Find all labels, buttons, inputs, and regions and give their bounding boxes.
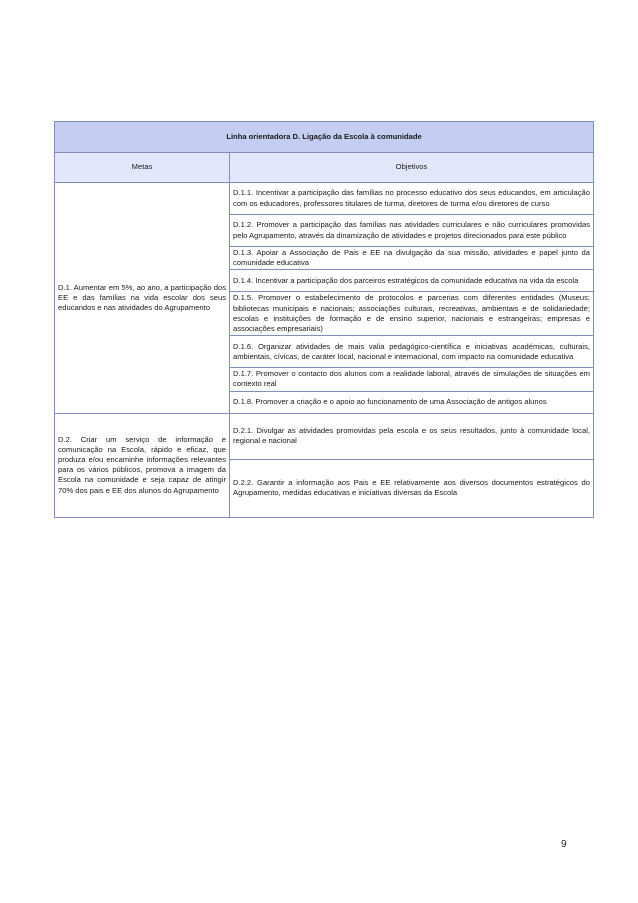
objective-cell: D.2.2. Garantir a informação aos Pais e EE relativamente aos diversos documentos estratégicos do Agrupamento, medidas educativas e iniciativas diversas da Escola (230, 459, 594, 517)
meta-cell: D.1. Aumentar em 5%, ao ano, a participação dos EE e das famílias na vida escolar dos seus educandos e nas atividades do Agrupamento (55, 183, 230, 414)
objective-cell: D.1.6. Organizar atividades de mais valia pedagógico-científica e iniciativas académicas, culturais, ambientais, cívicas, de caráter local, nacional e internacional, com impacto na comunidade educativa (230, 336, 594, 368)
header-objetivos: Objetivos (230, 153, 594, 183)
objective-cell: D.1.1. Incentivar a participação das famílias no processo educativo dos seus educandos, em articulação com os educadores, professores titulares de turma, diretores de turma e/ou diretores de curso (230, 183, 594, 215)
objective-cell: D.1.5. Promover o estabelecimento de protocolos e parcerias com diferentes entidades (Museus; bibliotecas municipais e nacionais; associações culturais, recreativas, ambientais e de solidariedade; escolas e instituições de formação e de ensino superior, nacionais e estrangeiras; empresas e associações empresariais) (230, 292, 594, 336)
guideline-table (54, 121, 594, 518)
page-number: 9 (561, 839, 567, 850)
objective-cell: D.1.8. Promover a criação e o apoio ao funcionamento de uma Associação de antigos alunos (230, 391, 594, 413)
objective-cell: D.1.4. Incentivar a participação dos parceiros estratégicos da comunidade educativa na vida da escola (230, 270, 594, 292)
table-title: Linha orientadora D. Ligação da Escola à comunidade (55, 122, 594, 153)
table-title-row (55, 122, 594, 153)
table-header-row (55, 153, 594, 183)
objective-cell: D.2.1. Divulgar as atividades promovidas pela escola e os seus resultados, junto à comunidade local, regional e nacional (230, 413, 594, 459)
table-row (55, 413, 594, 459)
objective-cell: D.1.3. Apoiar a Associação de Pais e EE na divulgação da sua missão, atividades e papel junto da comunidade educativa (230, 247, 594, 270)
table-row (55, 183, 594, 215)
meta-cell: D.2. Criar um serviço de informação e comunicação na Escola, rápido e eficaz, que produza e/ou encaminhe informações relevantes para os vários públicos, promova a imagem da Escola na comunidade e seja capaz de atingir 70% dos pais e EE dos alunos do Agrupamento (55, 413, 230, 517)
header-metas: Metas (55, 153, 230, 183)
objective-cell: D.1.7. Promover o contacto dos alunos com a realidade laboral, através de simulações de situações em contexto real (230, 368, 594, 391)
objective-cell: D.1.2. Promover a participação das famílias nas atividades curriculares e não curriculares promovidas pelo Agrupamento, através da dinamização de atividades e projetos direcionados para este público (230, 215, 594, 247)
